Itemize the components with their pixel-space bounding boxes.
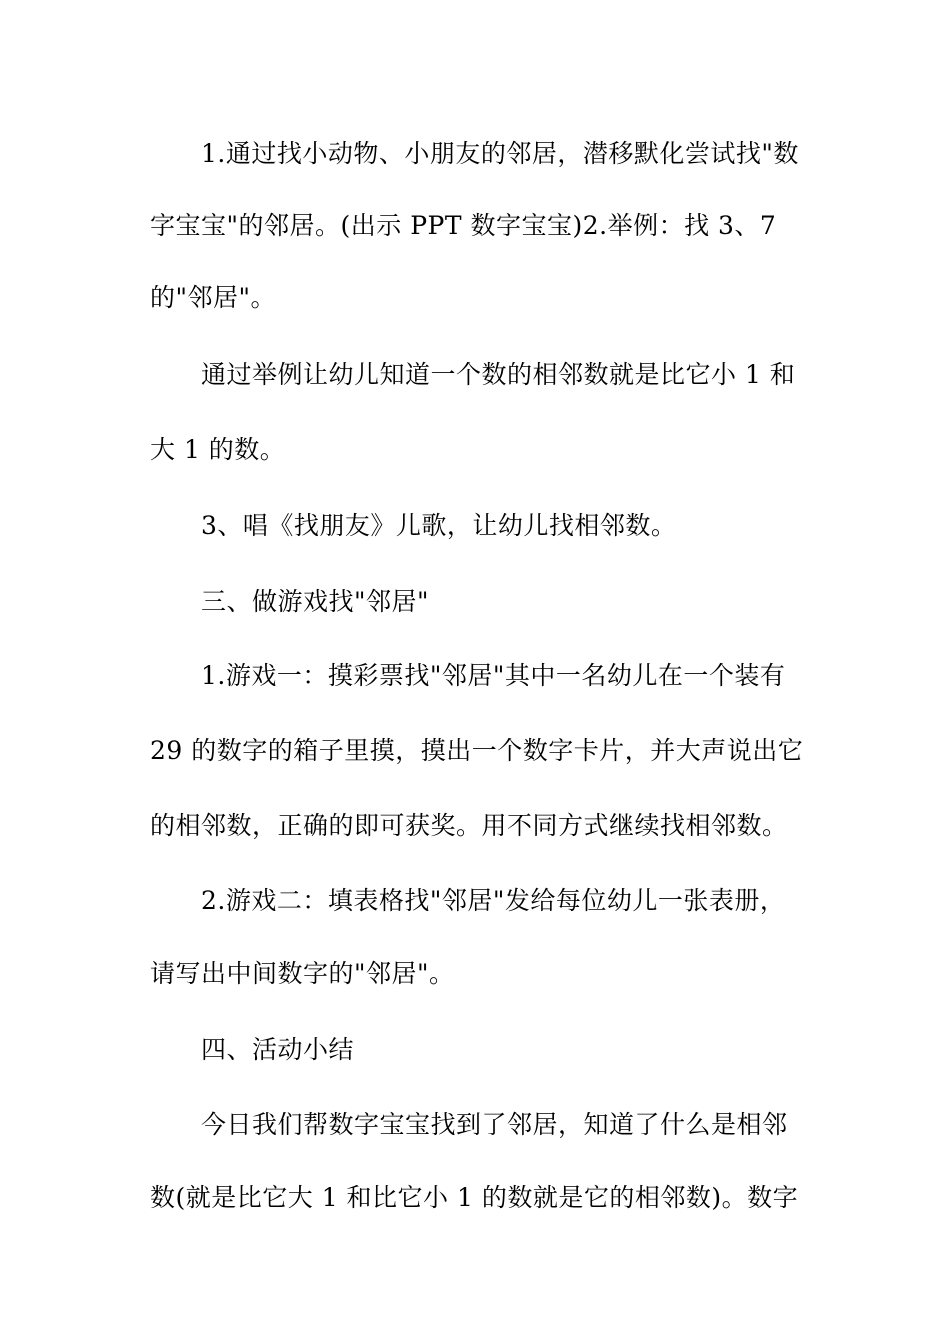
paragraph-line-9: 29 的数字的箱子里摸，摸出一个数字卡片，并大声说出它 <box>150 736 804 765</box>
paragraph-line-8: 1.游戏一：摸彩票找"邻居"其中一名幼儿在一个装有 <box>201 661 786 690</box>
paragraph-line-14: 今日我们帮数字宝宝找到了邻居，知道了什么是相邻 <box>201 1110 788 1139</box>
paragraph-line-15: 数(就是比它大 1 和比它小 1 的数就是它的相邻数)。数字 <box>150 1183 799 1212</box>
paragraph-line-5: 大 1 的数。 <box>150 435 286 464</box>
section-heading-game: 三、做游戏找"邻居" <box>201 587 429 616</box>
paragraph-line-10: 的相邻数，正确的即可获奖。用不同方式继续找相邻数。 <box>150 811 788 840</box>
paragraph-line-3: 的"邻居"。 <box>150 283 276 312</box>
paragraph-line-12: 请写出中间数字的"邻居"。 <box>150 959 455 988</box>
paragraph-line-11: 2.游戏二：填表格找"邻居"发给每位幼儿一张表册， <box>201 886 786 915</box>
paragraph-line-1: 1.通过找小动物、小朋友的邻居，潜移默化尝试找"数 <box>201 139 799 168</box>
paragraph-line-4: 通过举例让幼儿知道一个数的相邻数就是比它小 1 和 <box>201 360 796 389</box>
paragraph-line-2: 字宝宝"的邻居。(出示 PPT 数字宝宝)2.举例：找 3、7 <box>150 211 777 240</box>
paragraph-line-6: 3、唱《找朋友》儿歌，让幼儿找相邻数。 <box>201 511 677 540</box>
section-heading-summary: 四、活动小结 <box>201 1035 355 1064</box>
